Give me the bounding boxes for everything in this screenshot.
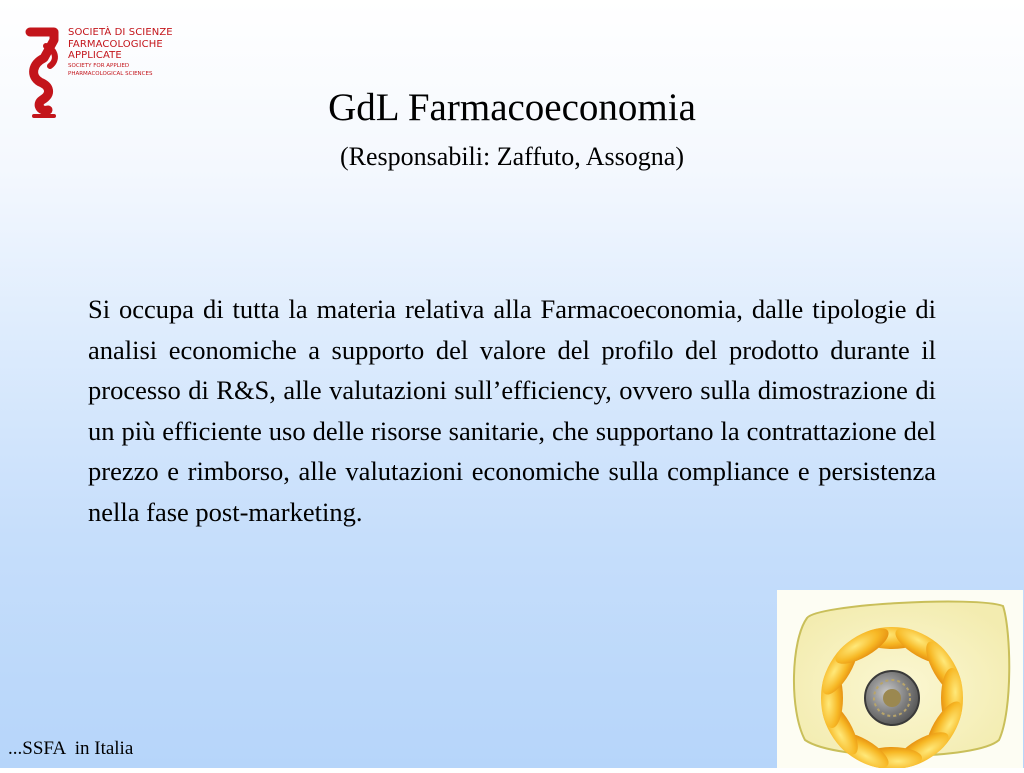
logo-sub-line-1: SOCIETY FOR APPLIED [68, 63, 130, 70]
logo-sub-line-2: PHARMACOLOGICAL SCIENCES [68, 70, 153, 77]
sunflower-illustration [777, 590, 1023, 768]
logo-line-3: APPLICATE [68, 50, 122, 62]
logo-text [68, 27, 173, 78]
slide-title: GdL Farmacoeconomia [328, 86, 696, 129]
logo-line-2: FARMACOLOGICHE [68, 38, 163, 50]
slide-subtitle: (Responsabili: Zaffuto, Assogna) [340, 142, 684, 171]
logo-line-1: SOCIETÀ DI SCIENZE [68, 27, 173, 38]
sunflower-capsules-euro-coin-image [777, 590, 1023, 768]
slide-footer: ...SSFA in Italia [8, 738, 134, 759]
slide-body-text: Si occupa di tutta la materia relativa alla Farmacoeconomia, dalle tipologie di analisi economiche a supporto del valore del profilo del prodotto durante il processo di R&S, alle valutazioni sull’efficiency, ovvero sulla dimostrazione di un più efficiente uso delle risorse sanitarie, che supportano la contrattazione del prezzo e rimborso, alle valutazioni economiche sulla compliance e persistenza nella fase post-marketing. [88, 294, 936, 527]
